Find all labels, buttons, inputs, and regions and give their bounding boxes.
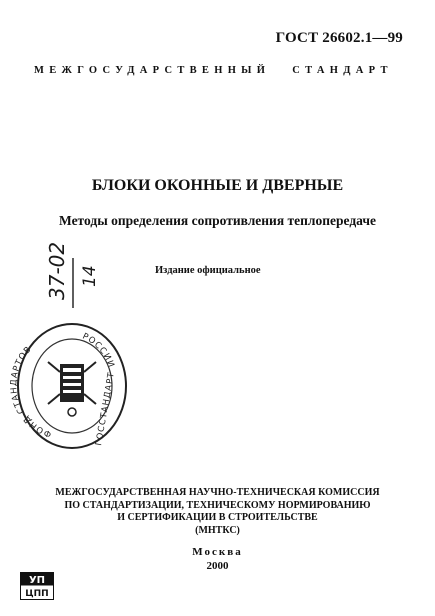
stamp-emblem-icon [48,362,96,416]
edition-note: Издание официальное [155,265,261,276]
document-title: БЛОКИ ОКОННЫЕ И ДВЕРНЫЕ [91,177,344,194]
handwritten-line-2: 14 [80,265,100,287]
svg-text:ФОНД СТАНДАРТОВ [9,344,53,438]
stamp-bottom-text: ГОССТАНДАРТ [94,371,117,447]
logo-bottom-text: ЦПП [25,589,49,599]
publication-year: 2000 [206,560,229,572]
handwritten-line-1: 37-02 [45,241,69,300]
category-standard: СТАНДАРТ [292,65,393,76]
stamp-right-text: РОССИИ [80,331,117,370]
publisher-line-3: И СЕРТИФИКАЦИИ В СТРОИТЕЛЬСТВЕ [117,512,318,523]
publisher-block [0,487,435,537]
stamp-top-text: ФОНД СТАНДАРТОВ [9,344,54,439]
publication-city: Москва [192,546,243,558]
publisher-line-1: МЕЖГОСУДАРСТВЕННАЯ НАУЧНО-ТЕХНИЧЕСКАЯ КОМИССИЯ [55,487,380,498]
svg-text:РОССИИ [81,332,116,370]
document-code: ГОСТ 26602.1—99 [275,30,403,46]
logo-top-text: УП [28,575,46,586]
publisher-line-4: (МНТКС) [195,524,240,536]
category-interstate: МЕЖГОСУДАРСТВЕННЫЙ [34,65,271,76]
publisher-logo-icon [20,572,54,600]
publisher-line-2: ПО СТАНДАРТИЗАЦИИ, ТЕХНИЧЕСКОМУ НОРМИРОВАНИЮ [64,499,371,511]
document-subtitle: Методы определения сопротивления теплопередаче [59,213,376,228]
